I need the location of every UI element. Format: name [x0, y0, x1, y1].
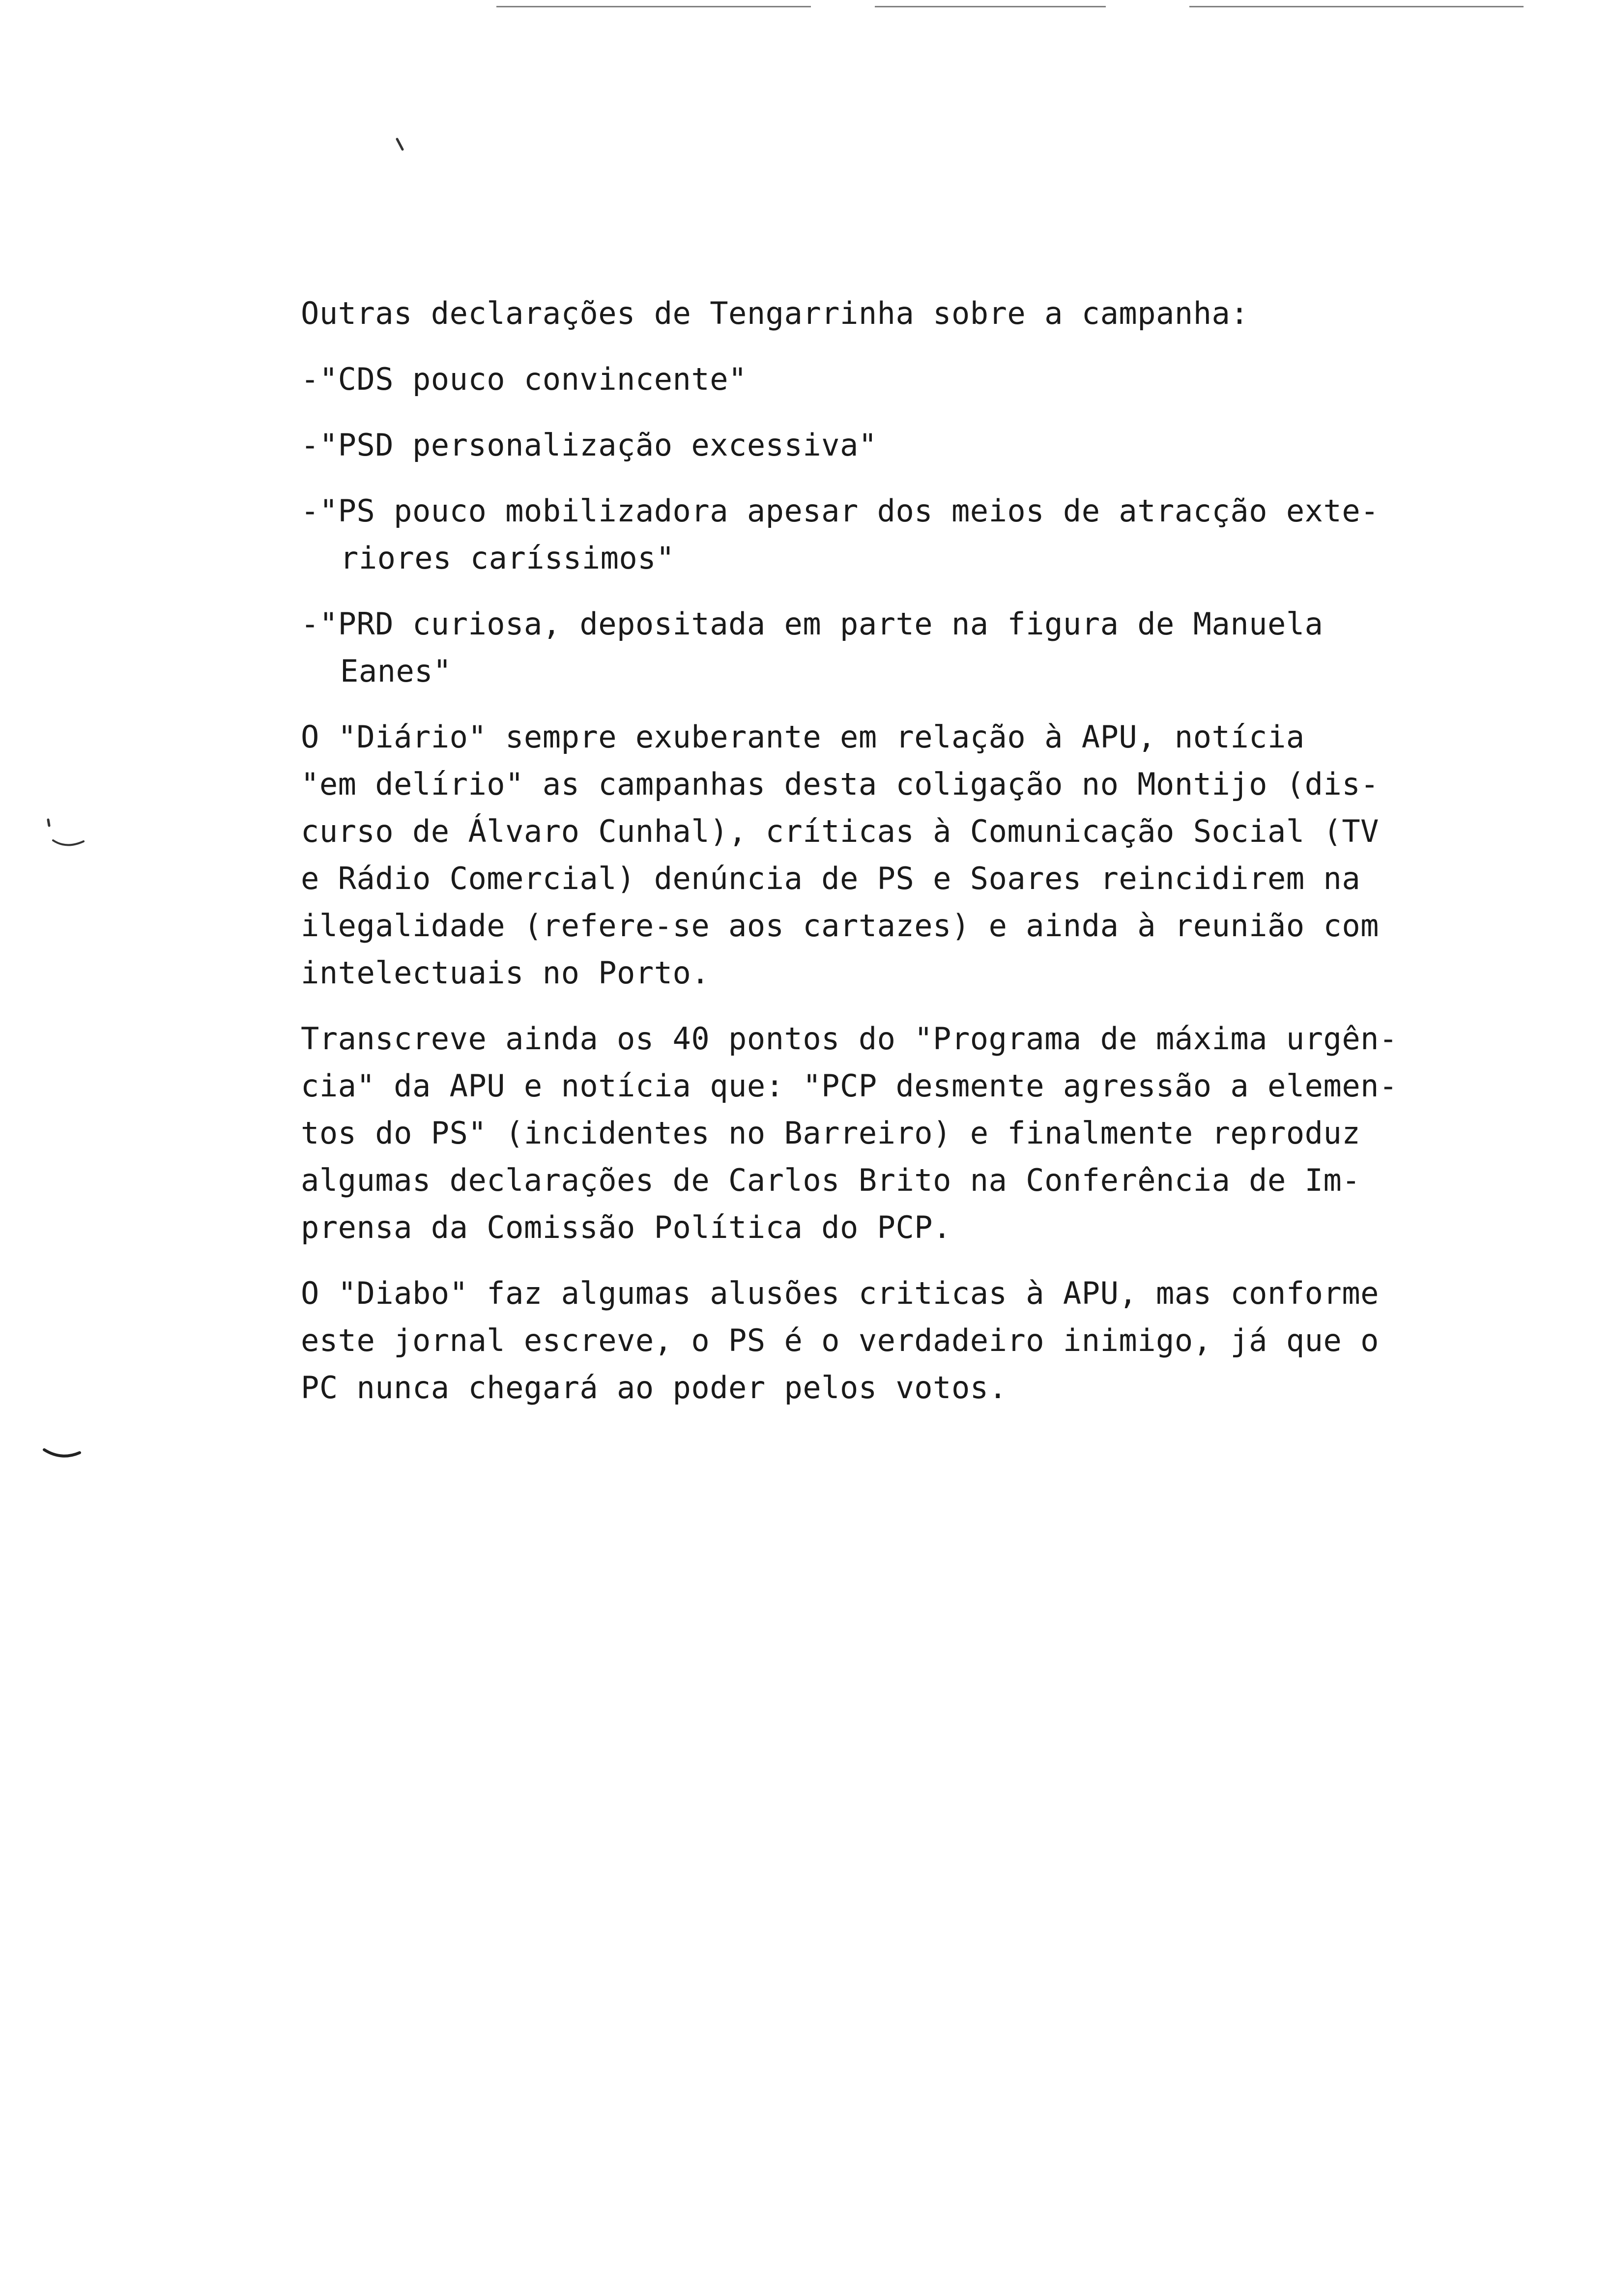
- paragraph-line: Transcreve ainda os 40 pontos do "Programa de máxima urgên-: [301, 1021, 1398, 1057]
- paragraph-line: tos do PS" (incidentes no Barreiro) e finalmente reproduz: [301, 1115, 1361, 1151]
- paragraph-line: intelectuais no Porto.: [301, 955, 710, 991]
- quote-line: -"PSD personalização excessiva": [301, 427, 877, 463]
- paragraph-line: cia" da APU e notícia que: "PCP desmente agressão a elemen-: [301, 1068, 1398, 1104]
- quote-line: -"PS pouco mobilizadora apesar dos meios de atracção exte-: [301, 493, 1379, 529]
- paragraph-line: algumas declarações de Carlos Brito na Conferência de Im-: [301, 1162, 1361, 1198]
- quote-line: -"PRD curiosa, depositada em parte na figura de Manuela: [301, 606, 1324, 642]
- scan-margin-mark: [44, 816, 88, 850]
- paragraph-line: PC nunca chegará ao poder pelos votos.: [301, 1370, 1008, 1406]
- intro-line: Outras declarações de Tengarrinha sobre a campanha:: [301, 295, 1249, 331]
- quote-line: riores caríssimos": [340, 540, 675, 576]
- scan-tick-mark: [396, 138, 405, 152]
- top-rule: [1189, 6, 1524, 7]
- quote-line: Eanes": [340, 653, 452, 689]
- quote-line: -"CDS pouco convincente": [301, 361, 747, 397]
- paragraph-line: O "Diabo" faz algumas alusões criticas à APU, mas conforme: [301, 1275, 1379, 1311]
- top-rule: [496, 6, 811, 7]
- paragraph-line: prensa da Comissão Política do PCP.: [301, 1209, 951, 1245]
- paragraph-line: "em delírio" as campanhas desta coligação no Montijo (dis-: [301, 766, 1379, 802]
- document-body: [301, 290, 1490, 1411]
- paragraph-line: e Rádio Comercial) denúncia de PS e Soares reincidirem na: [301, 861, 1361, 896]
- paragraph-line: ilegalidade (refere-se aos cartazes) e ainda à reunião com: [301, 908, 1379, 944]
- top-rule: [875, 6, 1106, 7]
- paragraph-line: O "Diário" sempre exuberante em relação à APU, notícia: [301, 719, 1305, 755]
- scan-margin-mark: [39, 1445, 84, 1464]
- paragraph-line: curso de Álvaro Cunhal), críticas à Comunicação Social (TV: [301, 813, 1379, 849]
- paragraph-line: este jornal escreve, o PS é o verdadeiro inimigo, já que o: [301, 1322, 1379, 1358]
